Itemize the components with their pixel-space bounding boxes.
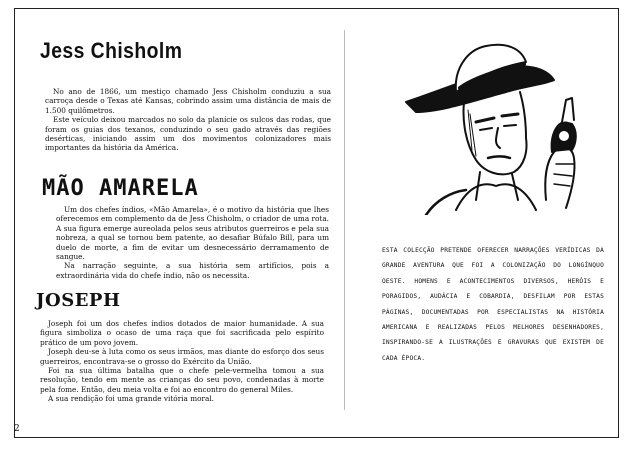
section-body-mao-amarela bbox=[56, 205, 329, 280]
paragraph: A sua rendição foi uma grande vitória moral. bbox=[48, 394, 214, 404]
paragraph: No ano de 1866, um mestiço chamado Jess Chisholm conduziu a sua carroça desde o Texas até Kansas, cobrindo assim uma distância de mais de 1.500 quilômetros. bbox=[45, 87, 331, 115]
section-title-jess-chisholm: Jess Chisholm bbox=[40, 38, 183, 63]
paragraph: Joseph deu-se à luta como os seus irmãos, mas diante do esforço dos seus guerreiros, encontrava-se o grosso do Exército da União. bbox=[40, 347, 324, 366]
page-number: 2 bbox=[14, 424, 20, 434]
section-body-joseph bbox=[40, 319, 324, 404]
collection-note: ESTA COLECÇÃO PRETENDE OFERECER NARRAÇÕES VERÍDICAS DA GRANDE AVENTURA QUE FOI A COLONIZAÇÃO DO LONGÍNQUO OESTE. HOMENS E ACONTECIMENTOS DIVERSOS, HERÓIS E PORAGIDOS, AUDÁCIA E COBARDIA, DESFILAM POR ESTAS PÁGINAS, DOCUMENTADAS POR ESPECIALISTAS NA HISTÓRIA AMERICANA E REALIZADAS PELOS MELHORES DESENHADORES, INSPIRANDO-SE A ILUSTRAÇÕES E GRAVURAS QUE EXISTEM DE CADA ÉPOCA. bbox=[382, 247, 604, 362]
section-title-joseph: JOSEPH bbox=[36, 290, 121, 311]
paragraph: Um dos chefes índios, «Mão Amarela», é o motivo da história que lhes oferecemos em complemento da de Jess Chisholm, o criador de uma rota. A sua figura emerge aureolada pelos seus atributos guerreiros e pela sua nobreza, a qual se tornou bem patente, ao desafiar Búfalo Bill, para um duelo de morte, a fim de evitar um desnecessário derramamento de sangue. bbox=[56, 205, 329, 262]
cowboy-illustration bbox=[396, 40, 596, 215]
paragraph: Na narração seguinte, a sua história sem artifícios, pois a extraordinária vida do chefe índio, não os necessita. bbox=[56, 261, 329, 280]
paragraph: Joseph foi um dos chefes índios dotados de maior humanidade. A sua figura simboliza o ocaso de uma raça que foi sacrificada pelo espírito prático de um povo jovem. bbox=[40, 319, 324, 347]
column-divider bbox=[344, 30, 345, 410]
section-body-jess-chisholm bbox=[45, 87, 331, 153]
paragraph: Foi na sua última batalha que o chefe pele-vermelha tomou a sua resolução, tendo em mente as crianças do seu povo, condenadas à morte pela fome. Então, deu meia volta e foi ao encontro do general Miles. bbox=[40, 366, 324, 394]
section-title-mao-amarela: MÃO AMARELA bbox=[42, 176, 199, 201]
paragraph: Este veículo deixou marcados no solo da planície os sulcos das rodas, que foram os guias dos texanos, conduzindo o seu gado através das regiões desérticas, iniciando assim um dos movimentos colonizadores mais importantes da história da América. bbox=[45, 115, 331, 153]
